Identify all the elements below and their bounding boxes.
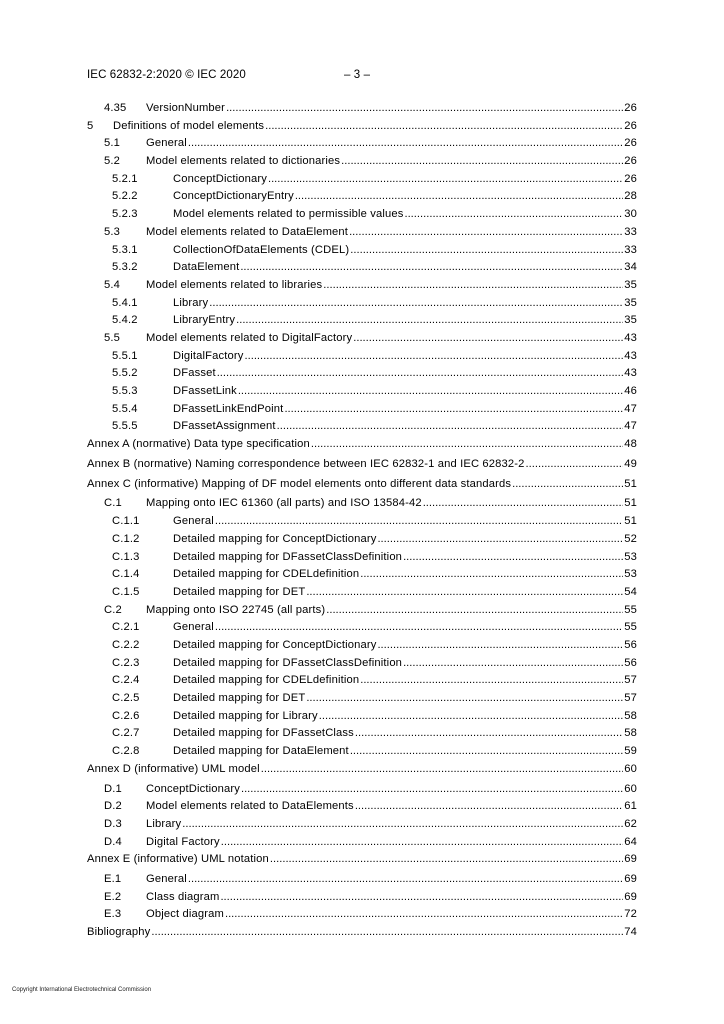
toc-entry-number: E.3 [104,908,122,921]
toc-dot-leader [277,420,624,432]
toc-dot-leader [151,926,623,938]
toc-dot-leader [355,727,623,739]
toc-dot-leader [265,120,623,132]
toc-entry-title: VersionNumber [146,102,226,114]
toc-entry-title: Detailed mapping for Library [173,709,318,722]
toc-entry-page: 28 [624,190,637,203]
toc-entry-number: 5.1 [104,137,121,150]
toc-dot-leader [284,403,623,415]
toc-entry-page: 58 [624,727,637,740]
toc-entry-title: Annex E (informative) UML notation [87,853,269,866]
toc-entry-number: D.1 [104,782,122,795]
toc-entry-title: Detailed mapping for CDELdefinition [173,568,360,581]
toc-entry-number: 5.5.5 [112,420,138,433]
toc-entry-title: Model elements related to dictionaries [146,155,341,168]
toc-entry-page: 62 [624,817,637,830]
toc-entry-page: 47 [624,420,637,433]
toc-dot-leader [215,621,623,633]
toc-dot-leader [512,478,623,490]
toc-entry-page: 72 [624,908,637,921]
toc-dot-leader [360,674,623,686]
toc-entry[interactable] [87,568,637,586]
toc-dot-leader [353,332,623,344]
toc-entry-title: Detailed mapping for DET [173,585,306,598]
toc-entry-number: 5.3.1 [112,243,138,256]
toc-entry[interactable] [87,155,637,173]
toc-entry-page: 49 [624,457,637,470]
toc-entry-page: 43 [624,349,637,362]
toc-entry-page: 51 [624,497,637,510]
toc-entry-number: C.2.2 [112,638,140,651]
toc-entry-title: DFassetLinkEndPoint [173,402,284,415]
toc-entry-page: 60 [624,762,637,775]
toc-entry[interactable] [87,763,637,783]
toc-entry-number: D.3 [104,817,122,830]
toc-entry-number: 5 [87,119,94,132]
toc-entry-number: C.1.5 [112,585,140,598]
toc-dot-leader [323,279,623,291]
toc-entry[interactable] [87,403,637,421]
toc-entry[interactable] [87,586,637,604]
toc-entry-title: Detailed mapping for CDELdefinition [173,674,360,687]
toc-entry[interactable] [87,710,637,728]
toc-entry[interactable] [87,657,637,675]
toc-entry-page: 30 [624,208,637,221]
page-number: – 3 – [344,69,371,81]
toc-entry-title: Mapping onto ISO 22745 (all parts) [146,603,326,616]
toc-entry-page: 74 [624,926,637,939]
toc-entry-number: C.2.6 [112,709,140,722]
table-of-contents [87,102,637,946]
toc-entry[interactable] [87,261,637,279]
toc-entry[interactable] [87,533,637,551]
toc-entry-page: 52 [624,532,637,545]
toc-entry[interactable] [87,190,637,208]
toc-dot-leader [360,568,623,580]
toc-entry-number: E.1 [104,873,122,886]
toc-entry-number: C.1.4 [112,568,140,581]
toc-entry-title: Model elements related to DataElement [146,225,349,238]
toc-entry[interactable] [87,120,637,138]
toc-entry-title: ConceptDictionary [173,172,267,185]
toc-entry[interactable] [87,350,637,368]
toc-entry-page: 56 [624,638,637,651]
toc-entry-number: C.2.3 [112,656,140,669]
toc-entry-page: 51 [624,515,637,528]
toc-entry-page: 69 [624,873,637,886]
toc-entry-page: 57 [624,692,637,705]
toc-entry-title: Class diagram [146,890,220,903]
toc-entry-page: 59 [624,745,637,758]
toc-entry-title: CollectionOfDataElements (CDEL) [173,243,350,256]
toc-entry-title: ConceptDictionary [146,782,240,795]
toc-entry-title: DFassetAssignment [173,420,276,433]
toc-entry-title: Model elements related to libraries [146,278,323,291]
toc-entry-title: DigitalFactory [173,349,244,362]
toc-dot-leader [220,891,623,903]
toc-entry-number: 4.35 [104,102,127,114]
toc-entry[interactable] [87,836,637,854]
toc-entry-page: 35 [624,314,637,327]
toc-entry[interactable] [87,926,637,946]
toc-dot-leader [261,763,624,775]
toc-dot-leader [355,800,623,812]
toc-entry[interactable] [87,515,637,533]
toc-entry[interactable] [87,674,637,692]
toc-entry-number: 5.5.4 [112,402,138,415]
toc-entry-page: 53 [624,550,637,563]
toc-entry-number: 5.4 [104,278,121,291]
toc-entry-number: C.2.7 [112,727,140,740]
toc-entry-page: 33 [624,225,637,238]
toc-entry-title: General [146,873,187,886]
toc-dot-leader [268,173,623,185]
toc-entry-number: 5.4.2 [112,314,138,327]
toc-entry-title: Annex B (normative) Naming correspondence between IEC 62832-1 and IEC 62832-2 [87,457,525,470]
toc-entry-title: Bibliography [87,926,151,939]
toc-entry[interactable] [87,800,637,818]
toc-entry-number: 5.2.2 [112,190,138,203]
toc-entry-number: 5.2.3 [112,208,138,221]
toc-entry[interactable] [87,745,637,763]
toc-entry-number: 5.5 [104,331,121,344]
toc-entry-page: 34 [624,261,637,274]
toc-entry-number: 5.5.1 [112,349,138,362]
toc-entry-page: 43 [624,367,637,380]
toc-dot-leader [215,515,623,527]
toc-dot-leader [403,657,623,669]
toc-dot-leader [341,155,623,167]
toc-entry-number: D.2 [104,800,122,813]
toc-entry-title: Model elements related to DataElements [146,800,354,813]
toc-entry[interactable] [87,314,637,332]
toc-entry[interactable] [87,244,637,262]
toc-entry-number: C.1.2 [112,532,140,545]
toc-entry-title: Digital Factory [146,835,220,848]
toc-entry[interactable] [87,621,637,639]
toc-entry-page: 26 [624,119,637,132]
toc-entry-title: General [173,515,214,528]
toc-dot-leader [226,102,623,114]
toc-entry-page: 57 [624,674,637,687]
toc-entry-number: C.2.4 [112,674,140,687]
toc-entry-number: E.2 [104,890,122,903]
toc-entry-title: Detailed mapping for DFassetClass [173,727,354,740]
toc-entry-title: Detailed mapping for ConceptDictionary [173,532,377,545]
toc-entry-page: 35 [624,296,637,309]
toc-entry-page: 69 [624,890,637,903]
toc-entry-page: 55 [624,621,637,634]
toc-entry[interactable] [87,873,637,891]
toc-entry-number: C.2.1 [112,621,140,634]
toc-dot-leader [240,261,623,273]
toc-dot-leader [188,873,623,885]
toc-entry-number: D.4 [104,835,122,848]
toc-entry-title: Library [146,817,182,830]
toc-entry[interactable] [87,692,637,710]
toc-entry[interactable] [87,438,637,458]
toc-entry[interactable] [87,332,637,350]
toc-entry-number: 5.3 [104,225,121,238]
toc-dot-leader [306,586,623,598]
toc-entry-number: C.2.5 [112,692,140,705]
toc-entry-page: 26 [624,172,637,185]
toc-entry-number: C.1.1 [112,515,140,528]
toc-dot-leader [236,314,623,326]
toc-entry-number: 5.2.1 [112,172,138,185]
toc-entry-page: 26 [624,155,637,168]
toc-entry[interactable] [87,137,637,155]
toc-entry-title: DFasset [173,367,216,380]
toc-entry-number: 5.5.2 [112,367,138,380]
toc-dot-leader [349,226,623,238]
toc-dot-leader [221,836,624,848]
toc-entry-page: 55 [624,603,637,616]
toc-entry-title: Library [173,296,209,309]
toc-dot-leader [217,367,624,379]
page-header [87,69,371,81]
toc-entry-title: ConceptDictionaryEntry [173,190,294,203]
toc-entry-title: Mapping onto IEC 61360 (all parts) and ISO 13584-42 [146,497,422,510]
copyright-footer: Copyright International Electrotechnical Commission [12,987,152,993]
toc-dot-leader [182,818,623,830]
toc-dot-leader [209,297,623,309]
toc-entry-title: DataElement [173,261,240,274]
toc-entry-page: 56 [624,656,637,669]
toc-entry-page: 51 [624,477,637,490]
toc-dot-leader [245,350,624,362]
toc-entry-title: Object diagram [146,908,224,921]
toc-entry-number: C.1 [104,497,122,510]
toc-entry-page: 26 [624,102,637,114]
toc-entry-page: 69 [624,853,637,866]
toc-entry[interactable] [87,367,637,385]
toc-entry-page: 64 [624,835,637,848]
toc-entry-page: 53 [624,568,637,581]
toc-entry-title: Detailed mapping for DET [173,692,306,705]
document-id: IEC 62832-2:2020 © IEC 2020 [87,69,246,81]
toc-dot-leader [526,458,624,470]
toc-entry-title: General [146,137,187,150]
toc-dot-leader [326,604,623,616]
toc-entry[interactable] [87,102,637,120]
toc-entry[interactable] [87,551,637,569]
toc-entry-title: General [173,621,214,634]
toc-entry-title: Definitions of model elements [113,119,265,132]
toc-dot-leader [319,710,624,722]
toc-entry-page: 46 [624,385,637,397]
toc-entry-number: 5.3.2 [112,261,138,274]
toc-entry-number: 5.5.3 [112,385,138,397]
toc-entry-page: 33 [624,243,637,256]
toc-entry-title: Detailed mapping for DFassetClassDefinition [173,656,403,669]
toc-dot-leader [377,639,623,651]
toc-entry-title: Model elements related to permissible values [173,208,404,221]
toc-entry[interactable] [87,818,637,836]
toc-entry[interactable] [87,226,637,244]
toc-entry-title: Detailed mapping for ConceptDictionary [173,638,377,651]
toc-entry[interactable] [87,420,637,438]
toc-entry-page: 58 [624,709,637,722]
toc-entry-number: C.2.8 [112,745,140,758]
toc-entry[interactable] [87,604,637,622]
toc-entry-number: C.1.3 [112,550,140,563]
toc-entry-page: 26 [624,137,637,150]
toc-entry[interactable] [87,891,637,909]
toc-entry[interactable] [87,783,637,801]
toc-entry[interactable] [87,208,637,226]
toc-entry-page: 61 [624,800,637,813]
toc-entry[interactable] [87,727,637,745]
toc-dot-leader [403,551,623,563]
toc-entry-number: 5.4.1 [112,296,138,309]
toc-entry-page: 60 [624,782,637,795]
toc-entry[interactable] [87,497,637,515]
toc-entry[interactable] [87,639,637,657]
toc-entry-number: C.2 [104,603,122,616]
toc-entry-page: 48 [624,438,637,451]
toc-entry[interactable] [87,853,637,873]
toc-entry-title: Annex C (informative) Mapping of DF model elements onto different data standards [87,477,512,490]
toc-entry[interactable] [87,908,637,926]
toc-entry-title: Annex A (normative) Data type specification [87,438,310,451]
toc-entry-title: Detailed mapping for DataElement [173,745,349,758]
toc-dot-leader [225,908,623,920]
toc-dot-leader [295,190,623,202]
toc-dot-leader [377,533,623,545]
toc-entry-page: 47 [624,402,637,415]
toc-dot-leader [241,783,623,795]
toc-entry-number: 5.2 [104,155,121,168]
toc-entry-page: 43 [624,331,637,344]
toc-entry-title: DFassetLink [173,385,237,397]
toc-dot-leader [404,208,623,220]
toc-entry[interactable] [87,478,637,498]
toc-entry[interactable] [87,297,637,315]
toc-dot-leader [311,438,623,450]
toc-dot-leader [423,497,624,509]
toc-entry[interactable] [87,279,637,297]
toc-entry-title: LibraryEntry [173,314,236,327]
toc-dot-leader [238,385,623,397]
toc-dot-leader [350,745,623,757]
toc-dot-leader [350,244,623,256]
toc-entry-title: Annex D (informative) UML model [87,762,260,775]
toc-entry[interactable] [87,385,637,403]
toc-entry-title: Detailed mapping for DFassetClassDefinition [173,550,403,563]
toc-entry-page: 54 [624,585,637,598]
toc-dot-leader [188,137,623,149]
toc-entry-page: 35 [624,278,637,291]
toc-entry-title: Model elements related to DigitalFactory [146,331,353,344]
toc-entry[interactable] [87,173,637,191]
toc-dot-leader [270,853,623,865]
toc-dot-leader [306,692,623,704]
toc-entry[interactable] [87,458,637,478]
